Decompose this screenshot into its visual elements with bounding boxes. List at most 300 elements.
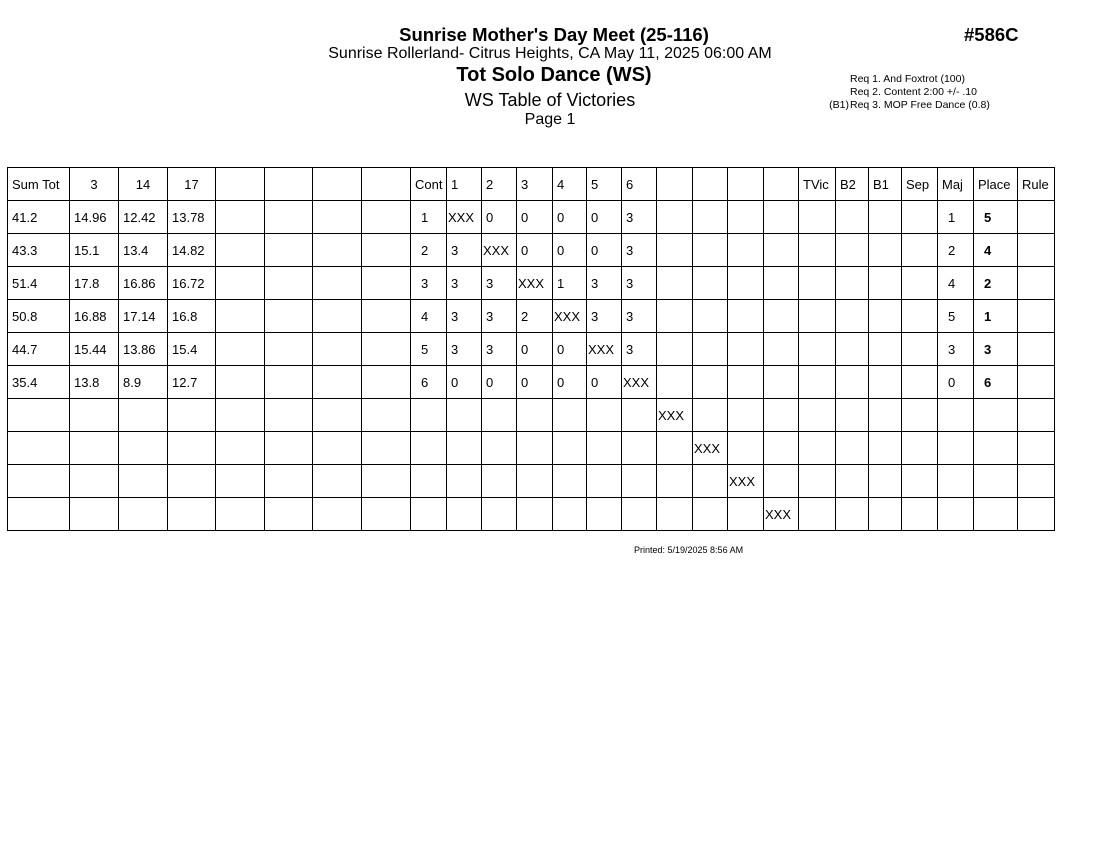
table-cell: 14.82: [168, 234, 216, 267]
table-cell: [938, 399, 974, 432]
table-cell: [168, 399, 216, 432]
table-cell: [313, 498, 362, 531]
table-cell: 0: [938, 366, 974, 399]
table-cell: [974, 399, 1018, 432]
table-cell: [265, 399, 313, 432]
table-row: [8, 333, 1055, 366]
table-cell: [216, 300, 265, 333]
table-cell: [728, 300, 764, 333]
table-cell: [411, 465, 447, 498]
printed-timestamp: Printed: 5/19/2025 8:56 AM: [634, 545, 744, 555]
table-cell: [362, 300, 411, 333]
column-header: [362, 168, 411, 201]
table-cell: 3: [622, 234, 657, 267]
table-cell: [411, 498, 447, 531]
table-cell: 13.86: [119, 333, 168, 366]
table-cell: [587, 498, 622, 531]
table-cell: [974, 432, 1018, 465]
table-cell: [362, 465, 411, 498]
table-cell: [693, 465, 728, 498]
requirement-prefix: (B1): [829, 99, 849, 111]
table-cell: [1018, 267, 1055, 300]
table-cell: [902, 201, 938, 234]
table-cell: [836, 201, 869, 234]
column-header: [764, 168, 799, 201]
table-cell: 1: [974, 300, 1018, 333]
table-cell: [70, 399, 119, 432]
table-cell: [693, 201, 728, 234]
table-cell: [411, 399, 447, 432]
column-header: [265, 168, 313, 201]
table-cell: [693, 267, 728, 300]
table-cell: 3: [622, 267, 657, 300]
table-cell: [216, 234, 265, 267]
table-cell: 13.78: [168, 201, 216, 234]
table-cell: XXX: [447, 201, 482, 234]
table-cell: [265, 432, 313, 465]
table-cell: [657, 201, 693, 234]
table-cell: [8, 432, 70, 465]
table-cell: [1018, 498, 1055, 531]
table-cell: [764, 366, 799, 399]
table-cell: [764, 465, 799, 498]
table-cell: 1: [411, 201, 447, 234]
column-header: [693, 168, 728, 201]
table-cell: [657, 267, 693, 300]
table-cell: [836, 366, 869, 399]
table-cell: [517, 432, 553, 465]
table-cell: [836, 432, 869, 465]
table-cell: [836, 399, 869, 432]
table-row: [8, 498, 1055, 531]
table-cell: 3: [938, 333, 974, 366]
table-cell: [119, 465, 168, 498]
column-header: 3: [517, 168, 553, 201]
table-cell: [8, 399, 70, 432]
table-cell: 51.4: [8, 267, 70, 300]
table-cell: [902, 267, 938, 300]
table-cell: [362, 498, 411, 531]
page-label: Page 1: [524, 111, 576, 128]
table-cell: [482, 465, 517, 498]
table-cell: [728, 498, 764, 531]
requirement-text: Req 2. Content 2:00 +/- .10: [850, 86, 977, 98]
table-cell: [938, 432, 974, 465]
column-header: 5: [587, 168, 622, 201]
event-title: Tot Solo Dance (WS): [456, 64, 652, 86]
table-cell: [265, 267, 313, 300]
table-cell: [728, 234, 764, 267]
table-cell: [553, 432, 587, 465]
table-cell: [553, 399, 587, 432]
column-header: Sep: [902, 168, 938, 201]
column-header: 17: [168, 168, 216, 201]
table-cell: [869, 498, 902, 531]
table-cell: [216, 333, 265, 366]
table-cell: 4: [938, 267, 974, 300]
column-header: 4: [553, 168, 587, 201]
table-cell: [657, 465, 693, 498]
table-cell: [70, 432, 119, 465]
table-cell: [622, 432, 657, 465]
table-cell: 50.8: [8, 300, 70, 333]
column-header: [313, 168, 362, 201]
table-cell: [553, 498, 587, 531]
table-cell: [799, 465, 836, 498]
table-cell: 3: [447, 333, 482, 366]
table-cell: [799, 498, 836, 531]
requirement-text: Req 3. MOP Free Dance (0.8): [850, 99, 990, 111]
table-cell: 0: [587, 234, 622, 267]
table-cell: 3: [482, 267, 517, 300]
column-header: Rule: [1018, 168, 1055, 201]
column-header: 1: [447, 168, 482, 201]
table-cell: 16.72: [168, 267, 216, 300]
table-row: [8, 267, 1055, 300]
table-cell: [362, 201, 411, 234]
column-header: 2: [482, 168, 517, 201]
table-cell: [902, 333, 938, 366]
table-cell: XXX: [693, 432, 728, 465]
table-cell: [8, 498, 70, 531]
table-cell: 0: [587, 201, 622, 234]
table-cell: [265, 465, 313, 498]
table-cell: [265, 201, 313, 234]
table-cell: 0: [553, 333, 587, 366]
table-cell: XXX: [622, 366, 657, 399]
table-cell: [216, 366, 265, 399]
table-cell: 3: [587, 300, 622, 333]
table-cell: 15.4: [168, 333, 216, 366]
table-cell: [216, 201, 265, 234]
table-cell: 0: [482, 366, 517, 399]
table-cell: [216, 432, 265, 465]
table-row: [8, 465, 1055, 498]
table-cell: [728, 399, 764, 432]
table-cell: [764, 333, 799, 366]
table-cell: [869, 366, 902, 399]
table-cell: 0: [517, 333, 553, 366]
table-cell: XXX: [482, 234, 517, 267]
table-cell: 0: [517, 366, 553, 399]
table-cell: [1018, 201, 1055, 234]
column-header: B2: [836, 168, 869, 201]
table-cell: XXX: [764, 498, 799, 531]
table-cell: 0: [517, 234, 553, 267]
table-cell: [693, 333, 728, 366]
table-cell: [587, 399, 622, 432]
column-header: Place: [974, 168, 1018, 201]
table-cell: 0: [587, 366, 622, 399]
table-cell: 43.3: [8, 234, 70, 267]
table-cell: XXX: [587, 333, 622, 366]
table-cell: XXX: [657, 399, 693, 432]
table-cell: [657, 432, 693, 465]
table-cell: 3: [447, 267, 482, 300]
table-cell: [869, 432, 902, 465]
table-cell: [622, 498, 657, 531]
table-cell: [764, 201, 799, 234]
table-cell: 3: [482, 300, 517, 333]
table-row: [8, 366, 1055, 399]
table-cell: [799, 300, 836, 333]
table-cell: 17.8: [70, 267, 119, 300]
table-cell: [265, 333, 313, 366]
column-header: 14: [119, 168, 168, 201]
table-cell: [764, 267, 799, 300]
table-cell: 5: [938, 300, 974, 333]
table-cell: [799, 333, 836, 366]
table-cell: [313, 366, 362, 399]
table-cell: [1018, 366, 1055, 399]
table-cell: [482, 399, 517, 432]
requirements-list: [812, 73, 990, 112]
table-cell: [799, 366, 836, 399]
table-cell: [902, 465, 938, 498]
table-cell: [313, 201, 362, 234]
table-cell: [447, 498, 482, 531]
table-cell: [869, 300, 902, 333]
table-cell: [482, 498, 517, 531]
table-cell: [216, 267, 265, 300]
table-cell: [836, 465, 869, 498]
table-cell: [974, 465, 1018, 498]
table-cell: [362, 399, 411, 432]
table-cell: [764, 399, 799, 432]
table-cell: [517, 399, 553, 432]
table-cell: [313, 465, 362, 498]
table-cell: [869, 465, 902, 498]
table-cell: [902, 399, 938, 432]
table-row: [8, 234, 1055, 267]
table-cell: [693, 498, 728, 531]
table-cell: 3: [622, 300, 657, 333]
table-header-row: [8, 168, 1055, 201]
table-cell: [265, 234, 313, 267]
table-cell: [869, 267, 902, 300]
table-cell: [447, 399, 482, 432]
table-cell: 6: [974, 366, 1018, 399]
table-cell: [902, 498, 938, 531]
table-cell: [587, 465, 622, 498]
table-cell: 0: [553, 234, 587, 267]
table-cell: 1: [938, 201, 974, 234]
table-cell: 5: [974, 201, 1018, 234]
table-cell: [799, 432, 836, 465]
table-cell: [799, 234, 836, 267]
column-header: Maj: [938, 168, 974, 201]
table-cell: [553, 465, 587, 498]
table-cell: [362, 234, 411, 267]
table-cell: 16.8: [168, 300, 216, 333]
table-cell: [517, 498, 553, 531]
table-cell: [587, 432, 622, 465]
table-cell: [517, 465, 553, 498]
event-code: #586C: [964, 24, 1019, 45]
table-cell: 8.9: [119, 366, 168, 399]
table-cell: 15.1: [70, 234, 119, 267]
table-cell: [265, 498, 313, 531]
table-cell: 3: [447, 234, 482, 267]
table-cell: 12.7: [168, 366, 216, 399]
table-cell: [216, 498, 265, 531]
table-cell: [938, 465, 974, 498]
table-cell: [1018, 465, 1055, 498]
table-cell: [869, 201, 902, 234]
table-cell: [119, 498, 168, 531]
table-cell: [693, 234, 728, 267]
table-cell: [265, 366, 313, 399]
table-cell: XXX: [553, 300, 587, 333]
table-cell: [362, 366, 411, 399]
table-cell: [362, 432, 411, 465]
requirement-item: [812, 73, 990, 86]
table-cell: [70, 465, 119, 498]
column-header: TVic: [799, 168, 836, 201]
requirement-item: [812, 99, 990, 112]
table-cell: [836, 333, 869, 366]
table-cell: [836, 498, 869, 531]
table-cell: 0: [517, 201, 553, 234]
table-cell: [622, 399, 657, 432]
table-row: [8, 300, 1055, 333]
table-row: [8, 201, 1055, 234]
table-cell: [313, 234, 362, 267]
table-cell: [1018, 300, 1055, 333]
table-cell: [728, 201, 764, 234]
table-cell: [362, 333, 411, 366]
table-cell: 6: [411, 366, 447, 399]
table-cell: [728, 267, 764, 300]
requirement-item: [812, 86, 990, 99]
table-cell: [764, 300, 799, 333]
column-header: 3: [70, 168, 119, 201]
table-cell: [974, 498, 1018, 531]
table-cell: [836, 267, 869, 300]
table-cell: [799, 267, 836, 300]
table-cell: [902, 300, 938, 333]
table-cell: 0: [482, 201, 517, 234]
table-cell: [657, 333, 693, 366]
table-cell: [216, 399, 265, 432]
table-cell: [119, 399, 168, 432]
table-cell: 3: [587, 267, 622, 300]
column-header: B1: [869, 168, 902, 201]
table-cell: [313, 300, 362, 333]
venue-date-line: Sunrise Rollerland- Citrus Heights, CA May 11, 2025 06:00 AM: [328, 45, 772, 62]
table-cell: 3: [411, 267, 447, 300]
table-cell: 41.2: [8, 201, 70, 234]
table-cell: [693, 300, 728, 333]
requirement-prefix: [812, 73, 849, 86]
table-cell: 35.4: [8, 366, 70, 399]
table-cell: 0: [553, 366, 587, 399]
table-cell: [869, 399, 902, 432]
table-cell: [313, 267, 362, 300]
table-row: [8, 432, 1055, 465]
table-cell: 3: [447, 300, 482, 333]
table-cell: [764, 234, 799, 267]
table-cell: 15.44: [70, 333, 119, 366]
table-cell: 44.7: [8, 333, 70, 366]
table-cell: 3: [482, 333, 517, 366]
table-cell: [313, 432, 362, 465]
table-cell: 2: [517, 300, 553, 333]
column-header: [216, 168, 265, 201]
table-cell: 14.96: [70, 201, 119, 234]
table-cell: 3: [622, 333, 657, 366]
table-cell: 2: [411, 234, 447, 267]
table-cell: 17.14: [119, 300, 168, 333]
table-cell: [313, 333, 362, 366]
table-cell: [693, 366, 728, 399]
requirement-prefix: [812, 86, 849, 99]
table-cell: 12.42: [119, 201, 168, 234]
table-cell: XXX: [728, 465, 764, 498]
table-cell: [362, 267, 411, 300]
table-cell: 13.8: [70, 366, 119, 399]
table-cell: 1: [553, 267, 587, 300]
table-cell: [1018, 333, 1055, 366]
table-cell: 0: [447, 366, 482, 399]
column-header: 6: [622, 168, 657, 201]
table-cell: 5: [411, 333, 447, 366]
table-cell: [836, 234, 869, 267]
table-cell: [657, 300, 693, 333]
table-cell: [411, 432, 447, 465]
table-cell: 3: [622, 201, 657, 234]
table-cell: 2: [974, 267, 1018, 300]
table-cell: [168, 498, 216, 531]
table-cell: [869, 234, 902, 267]
table-cell: 0: [553, 201, 587, 234]
table-cell: [1018, 432, 1055, 465]
table-cell: [1018, 234, 1055, 267]
table-cell: [216, 465, 265, 498]
table-cell: [168, 432, 216, 465]
column-header: Sum Tot: [8, 168, 70, 201]
table-cell: [657, 498, 693, 531]
table-cell: [482, 432, 517, 465]
column-header: [657, 168, 693, 201]
table-row: [8, 399, 1055, 432]
table-cell: 16.86: [119, 267, 168, 300]
table-cell: [693, 399, 728, 432]
table-cell: [447, 432, 482, 465]
table-cell: [119, 432, 168, 465]
requirement-text: Req 1. And Foxtrot (100): [850, 73, 965, 85]
table-cell: [728, 366, 764, 399]
table-cell: [1018, 399, 1055, 432]
table-cell: [938, 498, 974, 531]
table-of-victories: [7, 167, 1055, 531]
table-cell: [799, 201, 836, 234]
table-cell: [657, 366, 693, 399]
table-cell: 3: [974, 333, 1018, 366]
table-cell: [265, 300, 313, 333]
table-title: WS Table of Victories: [464, 90, 636, 110]
table-cell: [728, 432, 764, 465]
table-cell: [70, 498, 119, 531]
column-header: [728, 168, 764, 201]
table-cell: [902, 234, 938, 267]
table-cell: [8, 465, 70, 498]
table-cell: 4: [411, 300, 447, 333]
table-cell: XXX: [517, 267, 553, 300]
column-header: Cont: [411, 168, 447, 201]
table-cell: [902, 366, 938, 399]
table-cell: [622, 465, 657, 498]
